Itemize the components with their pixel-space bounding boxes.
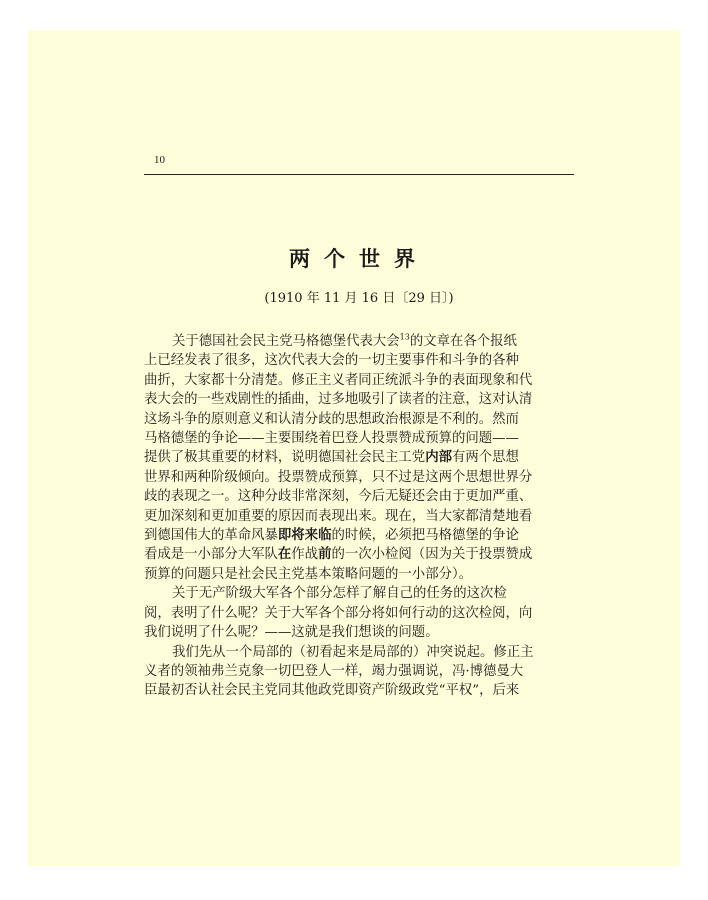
article-title: 两个世界	[289, 247, 429, 271]
paragraph-1	[144, 332, 574, 584]
footnote-marker: 13	[399, 332, 410, 342]
text-line: 到德国伟大的革命风暴即将来临的时候，必须把马格德堡的争论	[144, 528, 519, 544]
text-line: 歧的表现之一。这种分歧非常深刻，今后无疑还会由于更加严重、	[144, 489, 533, 505]
text-line: 上已经发表了很多，这次代表大会的一切主要事件和斗争的各种	[144, 353, 519, 369]
text-line: 更加深刻和更加重要的原因而表现出来。现在，当大家都清楚地看	[144, 508, 533, 524]
text-line: 表大会的一些戏剧性的插曲，过多地吸引了读者的注意，这对认清	[144, 392, 533, 408]
paragraph-2	[144, 584, 574, 642]
text-line: 提供了极其重要的材料，说明德国社会民主工党内部有两个思想	[144, 450, 519, 466]
text-line: 马格德堡的争论——主要围绕着巴登人投票赞成预算的问题——	[144, 431, 519, 447]
text-line: 义者的领袖弗兰克象一切巴登人一样，竭力强调说，冯·博德曼大	[144, 663, 524, 679]
text-line: 关于无产阶级大军各个部分怎样了解自己的任务的这次检	[172, 586, 507, 602]
emphasis-text: 在	[277, 547, 292, 563]
text-line: 看成是一小部分大军队在作战前的一次小检阅（因为关于投票赞成	[144, 547, 533, 563]
text-line: 预算的问题只是社会民主党基本策略问题的一小部分）。	[144, 566, 473, 582]
text-line: 臣最初否认社会民主党同其他政党即资产阶级政党“平权”，后来	[144, 683, 520, 699]
text-line: 我们先从一个局部的（初看起来是局部的）冲突说起。修正主	[172, 644, 534, 660]
emphasis-text: 即将来临	[277, 528, 332, 544]
text-line: 曲折，大家都十分清楚。修正主义者同正统派斗争的表面现象和代	[144, 372, 533, 388]
emphasis-text: 前	[318, 547, 332, 563]
paragraph-3	[144, 643, 574, 701]
text-line: 世界和两种阶级倾向。投票赞成预算，只不过是这两个思想世界分	[144, 469, 533, 485]
text-line: 这场斗争的原则意义和认清分歧的思想政治根源是不利的。然而	[144, 411, 519, 427]
article-body	[144, 332, 574, 701]
page-header	[144, 150, 574, 175]
text-line: 关于德国社会民主党马格德堡代表大会$^{13}$的文章在各个报纸	[172, 332, 517, 349]
text-line: 我们说明了什么呢？——这就是我们想谈的问题。	[144, 625, 439, 641]
page-number: 10	[154, 154, 165, 166]
text-line: 阅，表明了什么呢？关于大军各个部分将如何行动的这次检阅，向	[144, 605, 533, 621]
emphasis-text: 内部	[425, 450, 452, 466]
article-date: (1910 年 11 月 16 日〔29 日〕)	[264, 291, 454, 306]
